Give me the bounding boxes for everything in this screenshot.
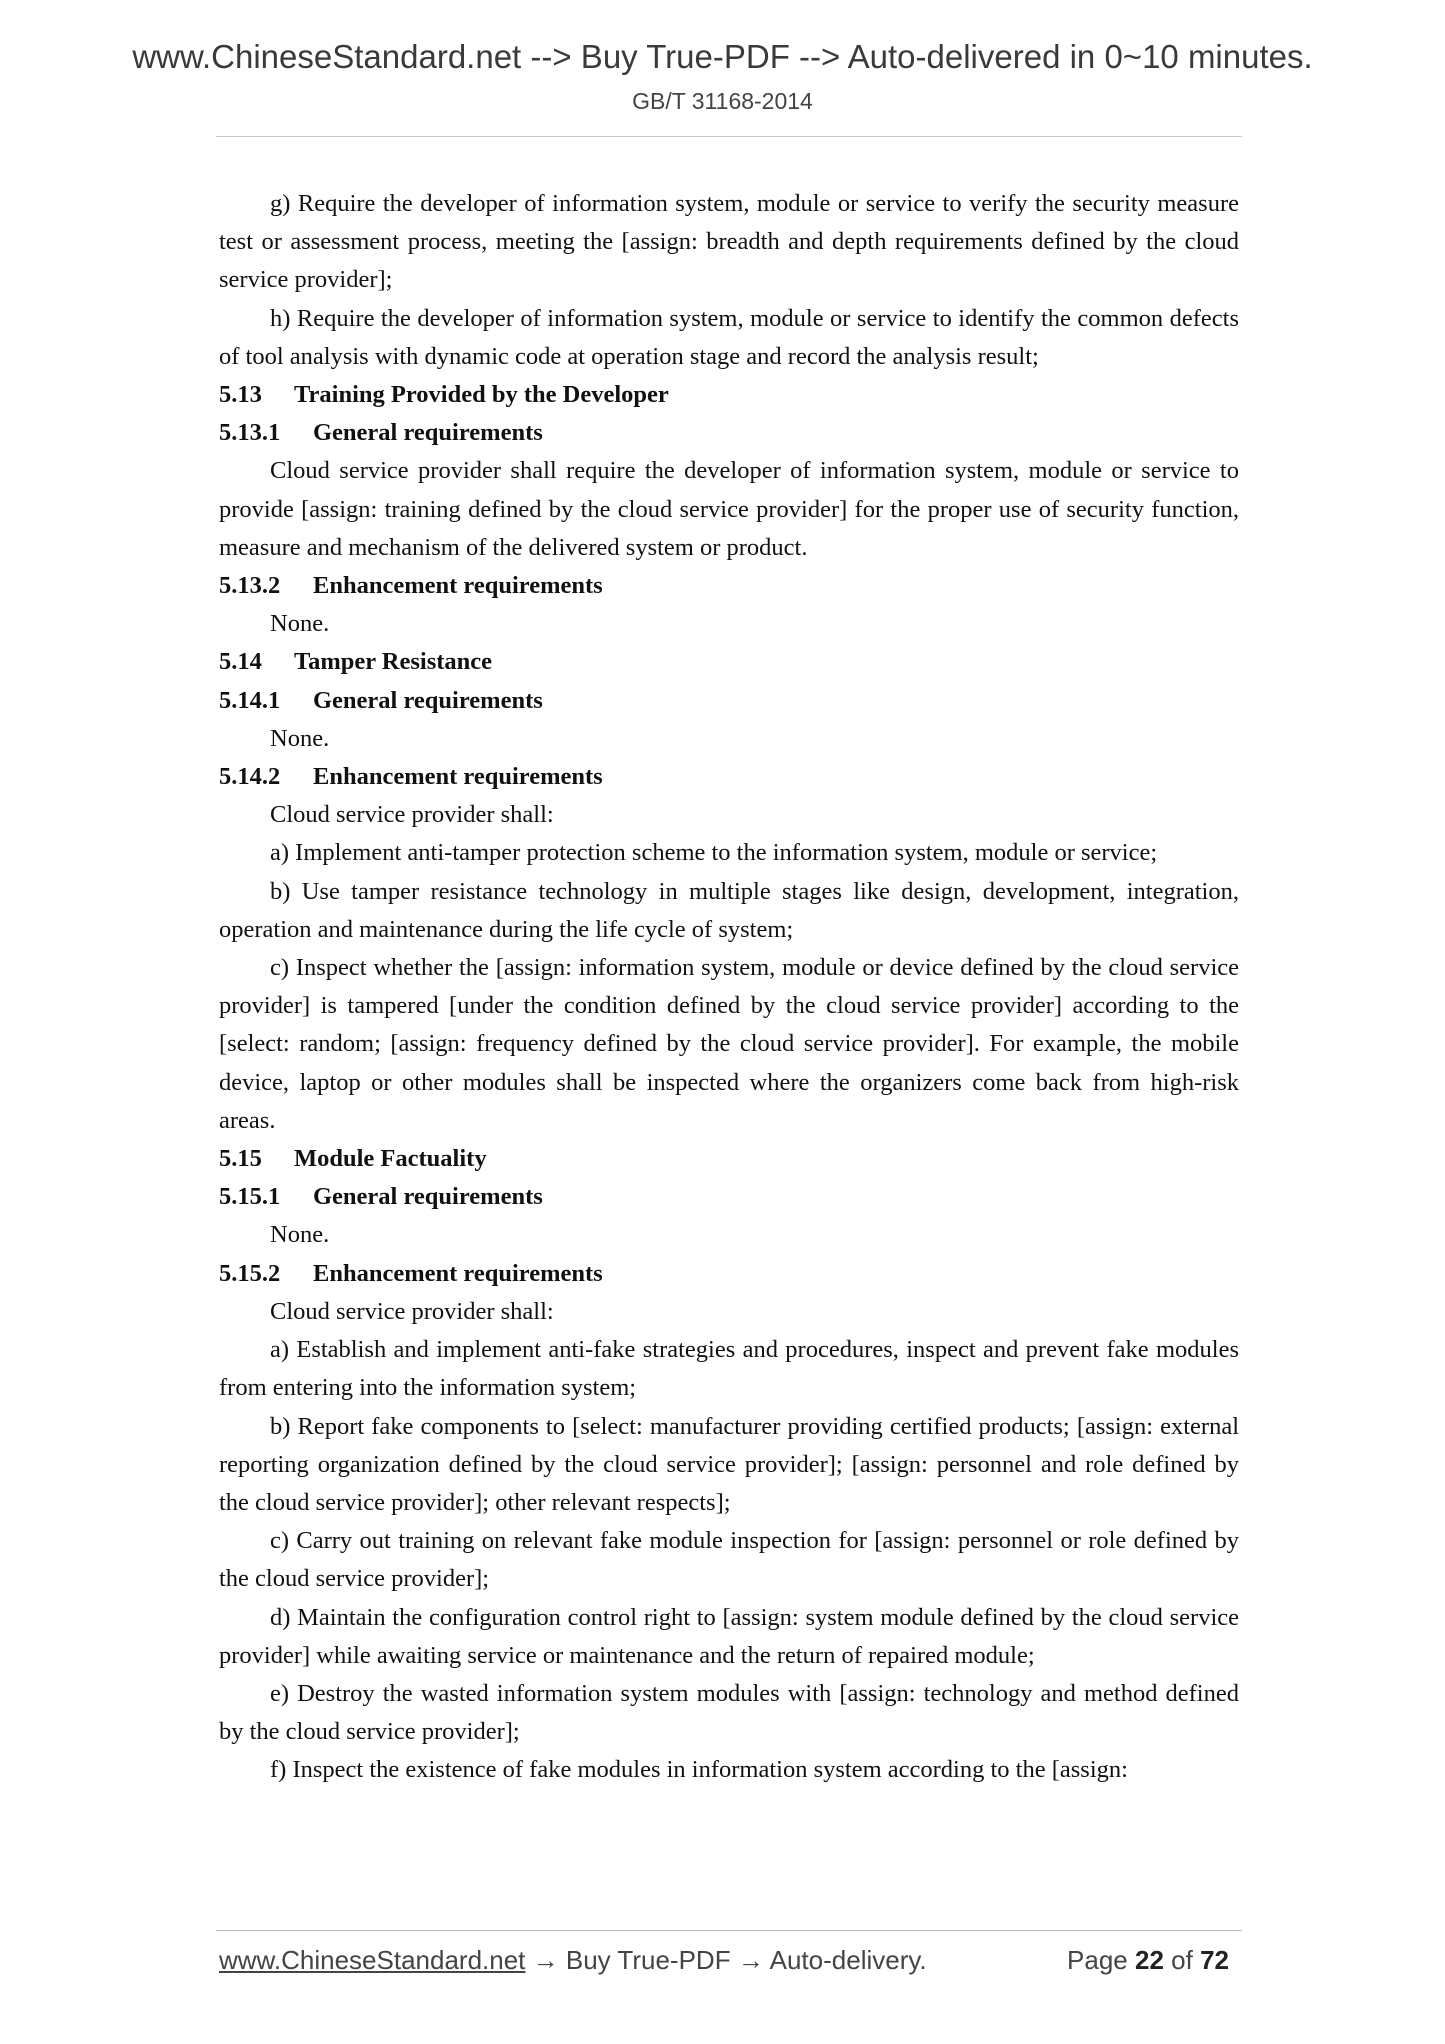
header-banner: www.ChineseStandard.net --> Buy True-PDF --> Auto-delivered in 0~10 minutes.: [132, 38, 1313, 75]
list-item-e: e) Destroy the wasted information system modules with [assign: technology and method defined by the cloud service provider];: [219, 1679, 1239, 1746]
header-divider: [216, 136, 1242, 137]
section-title: Tamper Resistance: [294, 648, 493, 676]
paragraph-intro: Cloud service provider shall:: [270, 1297, 554, 1325]
section-heading-5-14-1: [219, 682, 1239, 720]
page-body: [219, 185, 1239, 1790]
footer-promo: [219, 1945, 927, 1976]
section-number: 5.14.1: [219, 686, 281, 714]
list-item-f: f) Inspect the existence of fake modules in information system according to the [assign:: [270, 1756, 1128, 1784]
arrow-icon: →: [737, 1945, 764, 1975]
section-number: 5.13: [219, 381, 262, 409]
footer-buy-text: Buy True-PDF: [565, 1945, 731, 1975]
page-indicator: [1067, 1945, 1229, 1976]
section-heading-5-15-2: [219, 1255, 1239, 1293]
list-item-b: b) Report fake components to [select: manufacturer providing certified products; [assign: external reporting organization defined by the cloud service provider]; [assign: personnel and role defined by the cloud service provider]; other relevant respects];: [219, 1412, 1239, 1516]
paragraph-intro: Cloud service provider shall:: [270, 801, 554, 829]
section-number: 5.15.2: [219, 1259, 281, 1287]
section-number: 5.13.2: [219, 572, 281, 600]
section-number: 5.15: [219, 1145, 262, 1173]
document-id: GB/T 31168-2014: [632, 88, 813, 114]
section-heading-5-14-2: [219, 758, 1239, 796]
section-title: Enhancement requirements: [313, 1259, 603, 1287]
list-item-c: c) Carry out training on relevant fake module inspection for [assign: personnel or role defined by the cloud service provider];: [219, 1527, 1239, 1593]
section-title: Training Provided by the Developer: [294, 381, 669, 409]
paragraph-g: g) Require the developer of information system, module or service to verify the security measure test or assessment process, meeting the [assign: breadth and depth requirements defined by the cloud service provider];: [219, 190, 1239, 294]
paragraph-h: h) Require the developer of information system, module or service to identify the common defects of tool analysis with dynamic code at operation stage and record the analysis result;: [219, 304, 1239, 370]
page-label: Page: [1067, 1945, 1128, 1975]
page-total: 72: [1200, 1945, 1229, 1975]
section-heading-5-14: [219, 643, 1239, 681]
list-item-a: a) Establish and implement anti-fake strategies and procedures, inspect and prevent fake modules from entering into the information system;: [219, 1336, 1239, 1402]
section-heading-5-15: [219, 1140, 1239, 1178]
section-heading-5-15-1: [219, 1178, 1239, 1216]
footer-delivery-text: Auto-delivery.: [769, 1945, 927, 1975]
arrow-icon: →: [532, 1945, 559, 1975]
section-title: General requirements: [313, 1183, 543, 1211]
section-title: Module Factuality: [294, 1145, 487, 1173]
page-number: 22: [1135, 1945, 1164, 1975]
list-item-c: c) Inspect whether the [assign: information system, module or device defined by the cloud service provider] is tampered [under the condition defined by the cloud service provider] according to the [select: random; [assign: frequency defined by the cloud service provider]. For example, the mobile device, laptop or other modules shall be inspected where the organizers come back from high-risk areas.: [219, 954, 1239, 1134]
section-number: 5.14: [219, 648, 262, 676]
list-item-d: d) Maintain the configuration control right to [assign: system module defined by the cloud service provider] while awaiting service or maintenance and the return of repaired module;: [219, 1603, 1239, 1669]
footer: [219, 1945, 1239, 1985]
of-label: of: [1171, 1945, 1193, 1975]
list-item-b: b) Use tamper resistance technology in multiple stages like design, development, integration, operation and maintenance during the life cycle of system;: [219, 877, 1239, 943]
section-heading-5-13-1: [219, 414, 1239, 452]
paragraph-5-13-2: None.: [270, 610, 330, 638]
section-number: 5.13.1: [219, 419, 281, 447]
section-heading-5-13: [219, 376, 1239, 414]
footer-site-link[interactable]: www.ChineseStandard.net: [219, 1945, 526, 1975]
section-heading-5-13-2: [219, 567, 1239, 605]
section-number: 5.15.1: [219, 1183, 281, 1211]
paragraph-5-14-1: None.: [270, 724, 330, 752]
list-item-a: a) Implement anti-tamper protection scheme to the information system, module or service;: [270, 839, 1158, 867]
section-title: General requirements: [313, 686, 543, 714]
section-title: Enhancement requirements: [313, 763, 603, 791]
section-number: 5.14.2: [219, 763, 281, 791]
paragraph-5-13-1: Cloud service provider shall require the developer of information system, module or service to provide [assign: training defined by the cloud service provider] for the proper use of security function, measure and mechanism of the delivered system or product.: [219, 457, 1239, 561]
paragraph-5-15-1: None.: [270, 1221, 330, 1249]
section-title: Enhancement requirements: [313, 572, 603, 600]
section-title: General requirements: [313, 419, 543, 447]
footer-divider: [216, 1930, 1242, 1931]
